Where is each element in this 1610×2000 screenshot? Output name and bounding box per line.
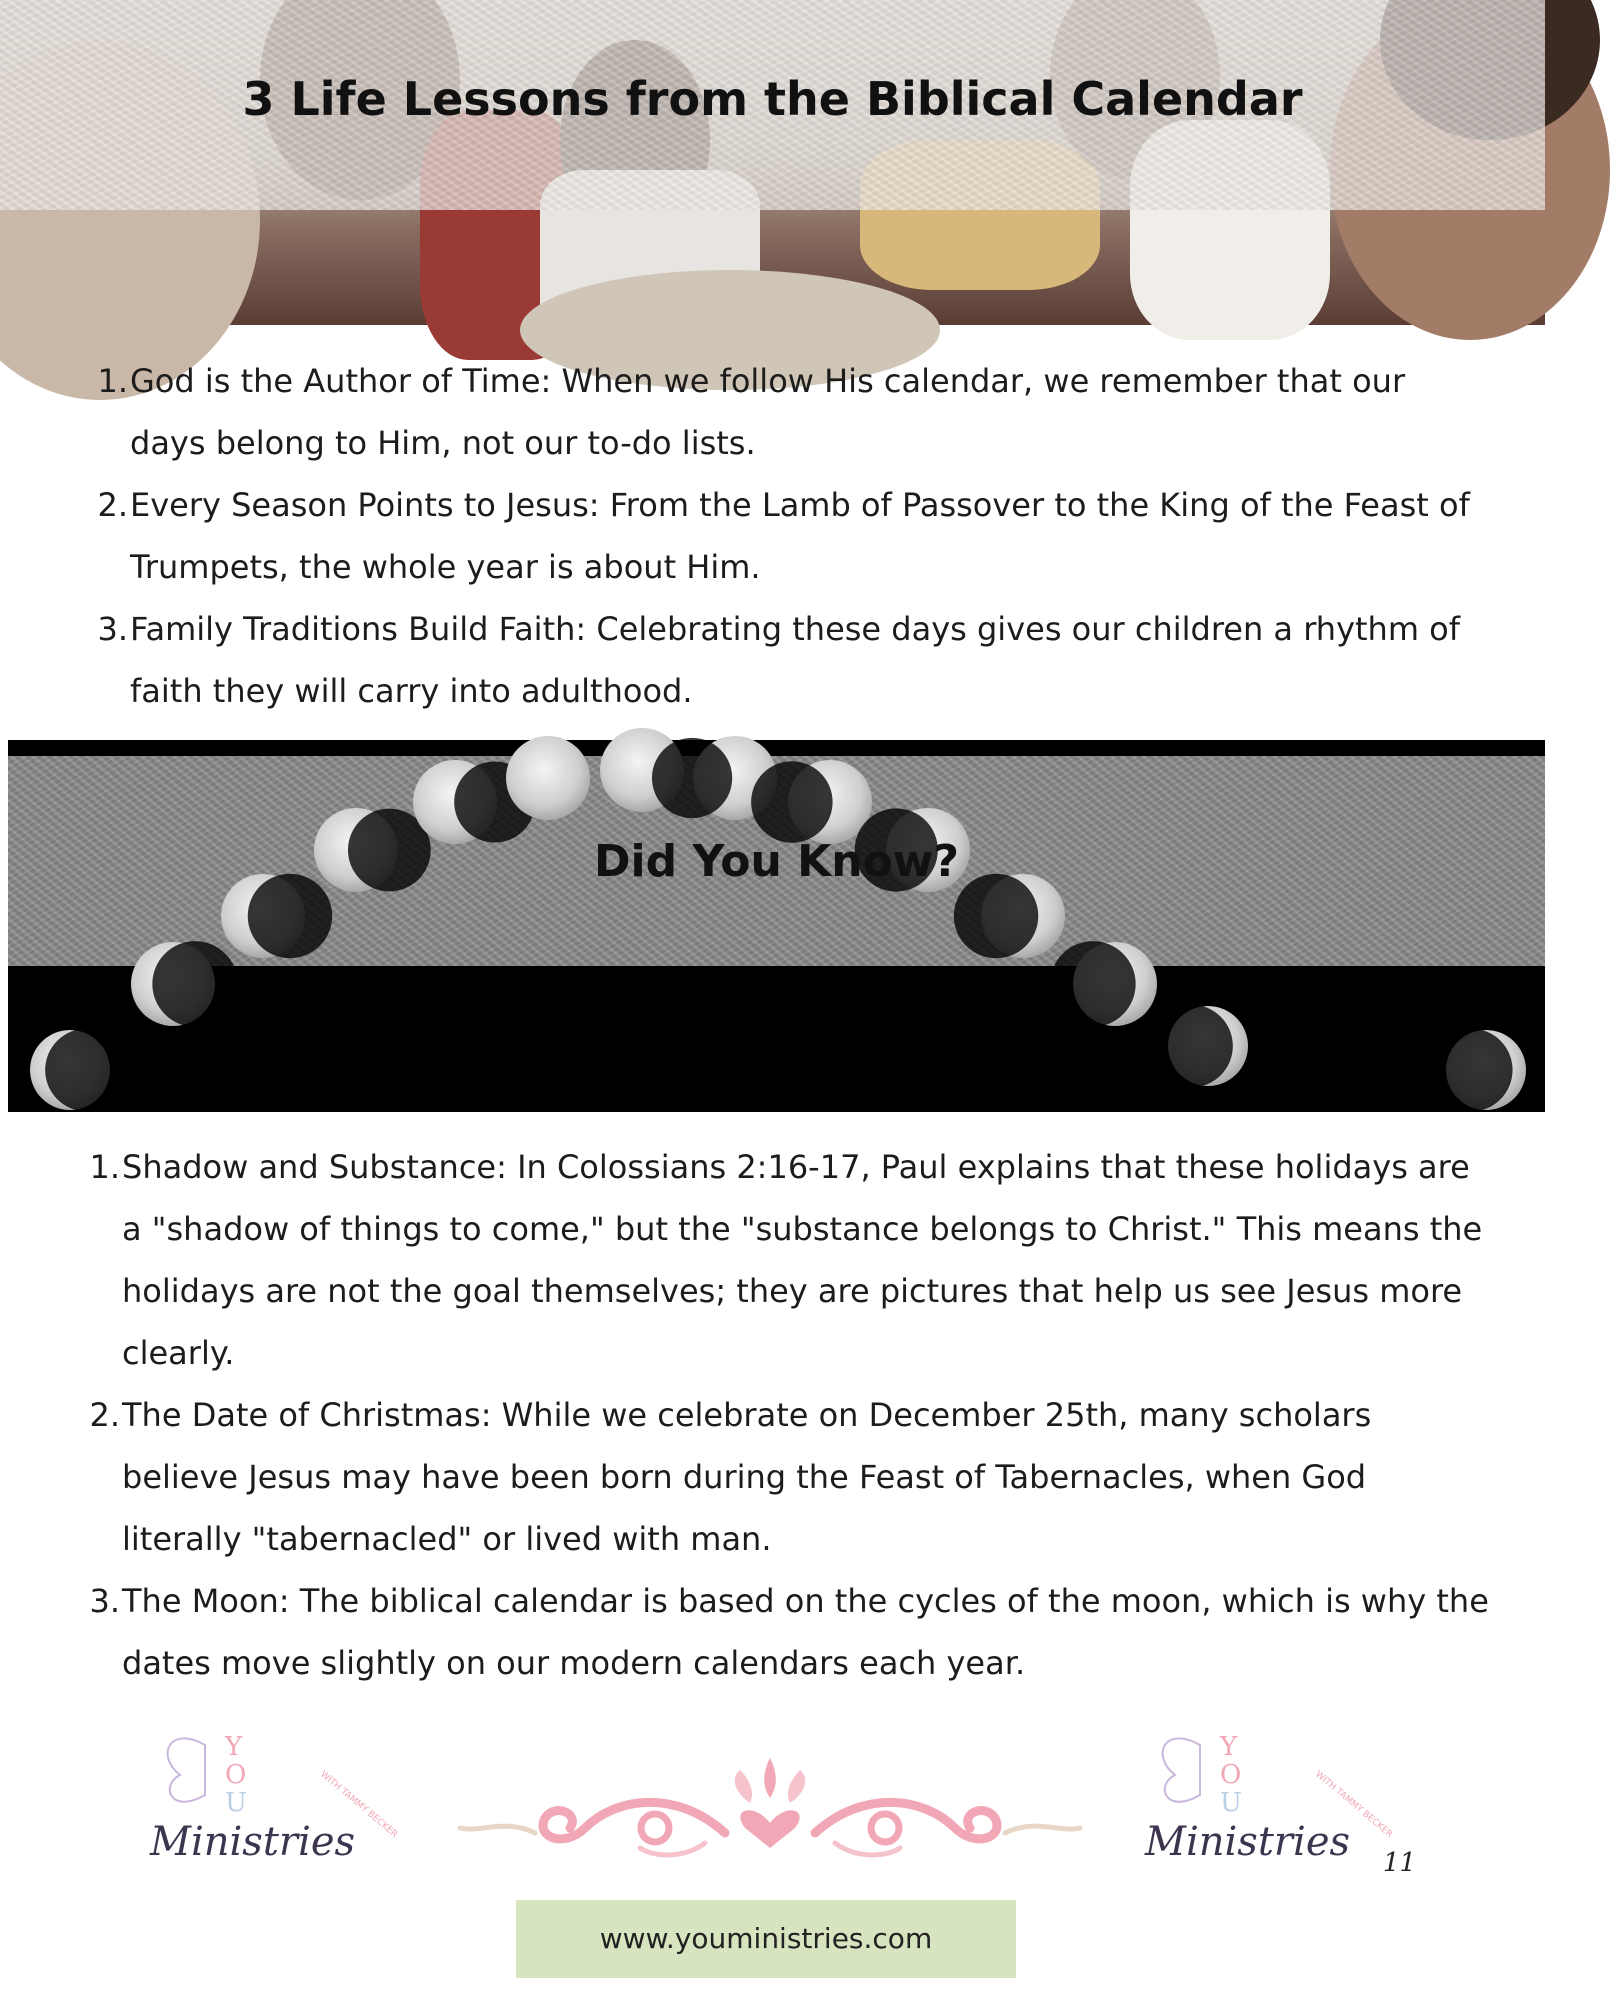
butterfly-icon xyxy=(168,1738,205,1801)
list-text: Family Traditions Build Faith: Celebrating these days gives our children a rhythm of faith they will carry into adulthood. xyxy=(130,610,1461,710)
you-ministries-logo xyxy=(1145,1715,1395,1915)
svg-text:U: U xyxy=(1220,1788,1242,1818)
logo-wordmark: Ministries xyxy=(1145,1819,1351,1865)
moon-phases-banner xyxy=(8,740,1545,1112)
butterfly-icon xyxy=(1163,1738,1200,1801)
list-number: 3. xyxy=(97,610,128,648)
life-lessons-list xyxy=(97,350,1480,722)
list-text: The Moon: The biblical calendar is based on the cycles of the moon, which is why the dates move slightly on our modern calendars each year. xyxy=(122,1582,1489,1682)
website-url[interactable]: www.youministries.com xyxy=(516,1900,1016,1978)
svg-text:O: O xyxy=(225,1760,247,1790)
list-text: The Date of Christmas: While we celebrate on December 25th, many scholars believe Jesus may have been born during the Feast of Tabernacles, when God literally "tabernacled" or lived with man. xyxy=(122,1396,1372,1558)
list-text: Shadow and Substance: In Colossians 2:16-17, Paul explains that these holidays are a "shadow of things to come," but the "substance belongs to Christ." This means the holidays are not the goal themselves; they are pictures that help us see Jesus more clearly. xyxy=(122,1148,1483,1372)
svg-text:Y: Y xyxy=(1220,1732,1238,1762)
logo-tagline: WITH TAMMY BECKER xyxy=(1313,1769,1395,1840)
you-ministries-logo xyxy=(150,1715,400,1915)
decorative-ornament xyxy=(455,1748,1085,1868)
logo-wordmark: Ministries xyxy=(150,1819,356,1865)
list-number: 1. xyxy=(89,1148,120,1186)
list-item xyxy=(97,598,1480,722)
list-text: Every Season Points to Jesus: From the Lamb of Passover to the King of the Feast of Trumpets, the whole year is about Him. xyxy=(130,486,1470,586)
moon-shadow xyxy=(1150,1005,1233,1088)
moon-shadow xyxy=(751,761,832,842)
moon-shadow xyxy=(1429,1028,1512,1111)
list-item xyxy=(97,474,1480,598)
hero-banner xyxy=(0,0,1545,325)
page-number: 11 xyxy=(1383,1848,1417,1878)
did-you-know-title: Did You Know? xyxy=(594,836,959,887)
svg-text:O: O xyxy=(1220,1760,1242,1790)
list-item xyxy=(89,1384,1492,1570)
moon-icon xyxy=(506,736,590,820)
list-text: God is the Author of Time: When we follow His calendar, we remember that our days belong to Him, not our to-do lists. xyxy=(130,362,1406,462)
moon-shadow xyxy=(45,1029,128,1112)
list-number: 2. xyxy=(97,486,128,524)
list-item xyxy=(89,1136,1492,1384)
list-number: 2. xyxy=(89,1396,120,1434)
moon-shadow xyxy=(1050,941,1136,1027)
heart-icon xyxy=(740,1810,799,1848)
svg-text:Y: Y xyxy=(225,1732,243,1762)
svg-text:U: U xyxy=(225,1788,247,1818)
list-number: 1. xyxy=(97,362,128,400)
moon-phases-illustration xyxy=(8,740,1545,1112)
list-item xyxy=(97,350,1480,474)
moon-shadow xyxy=(152,941,238,1027)
list-number: 3. xyxy=(89,1582,120,1620)
list-item xyxy=(89,1570,1492,1694)
moon-shadow xyxy=(652,738,732,818)
did-you-know-list xyxy=(89,1136,1492,1694)
logo-tagline: WITH TAMMY BECKER xyxy=(318,1769,400,1840)
page-title: 3 Life Lessons from the Biblical Calendar xyxy=(242,72,1303,126)
